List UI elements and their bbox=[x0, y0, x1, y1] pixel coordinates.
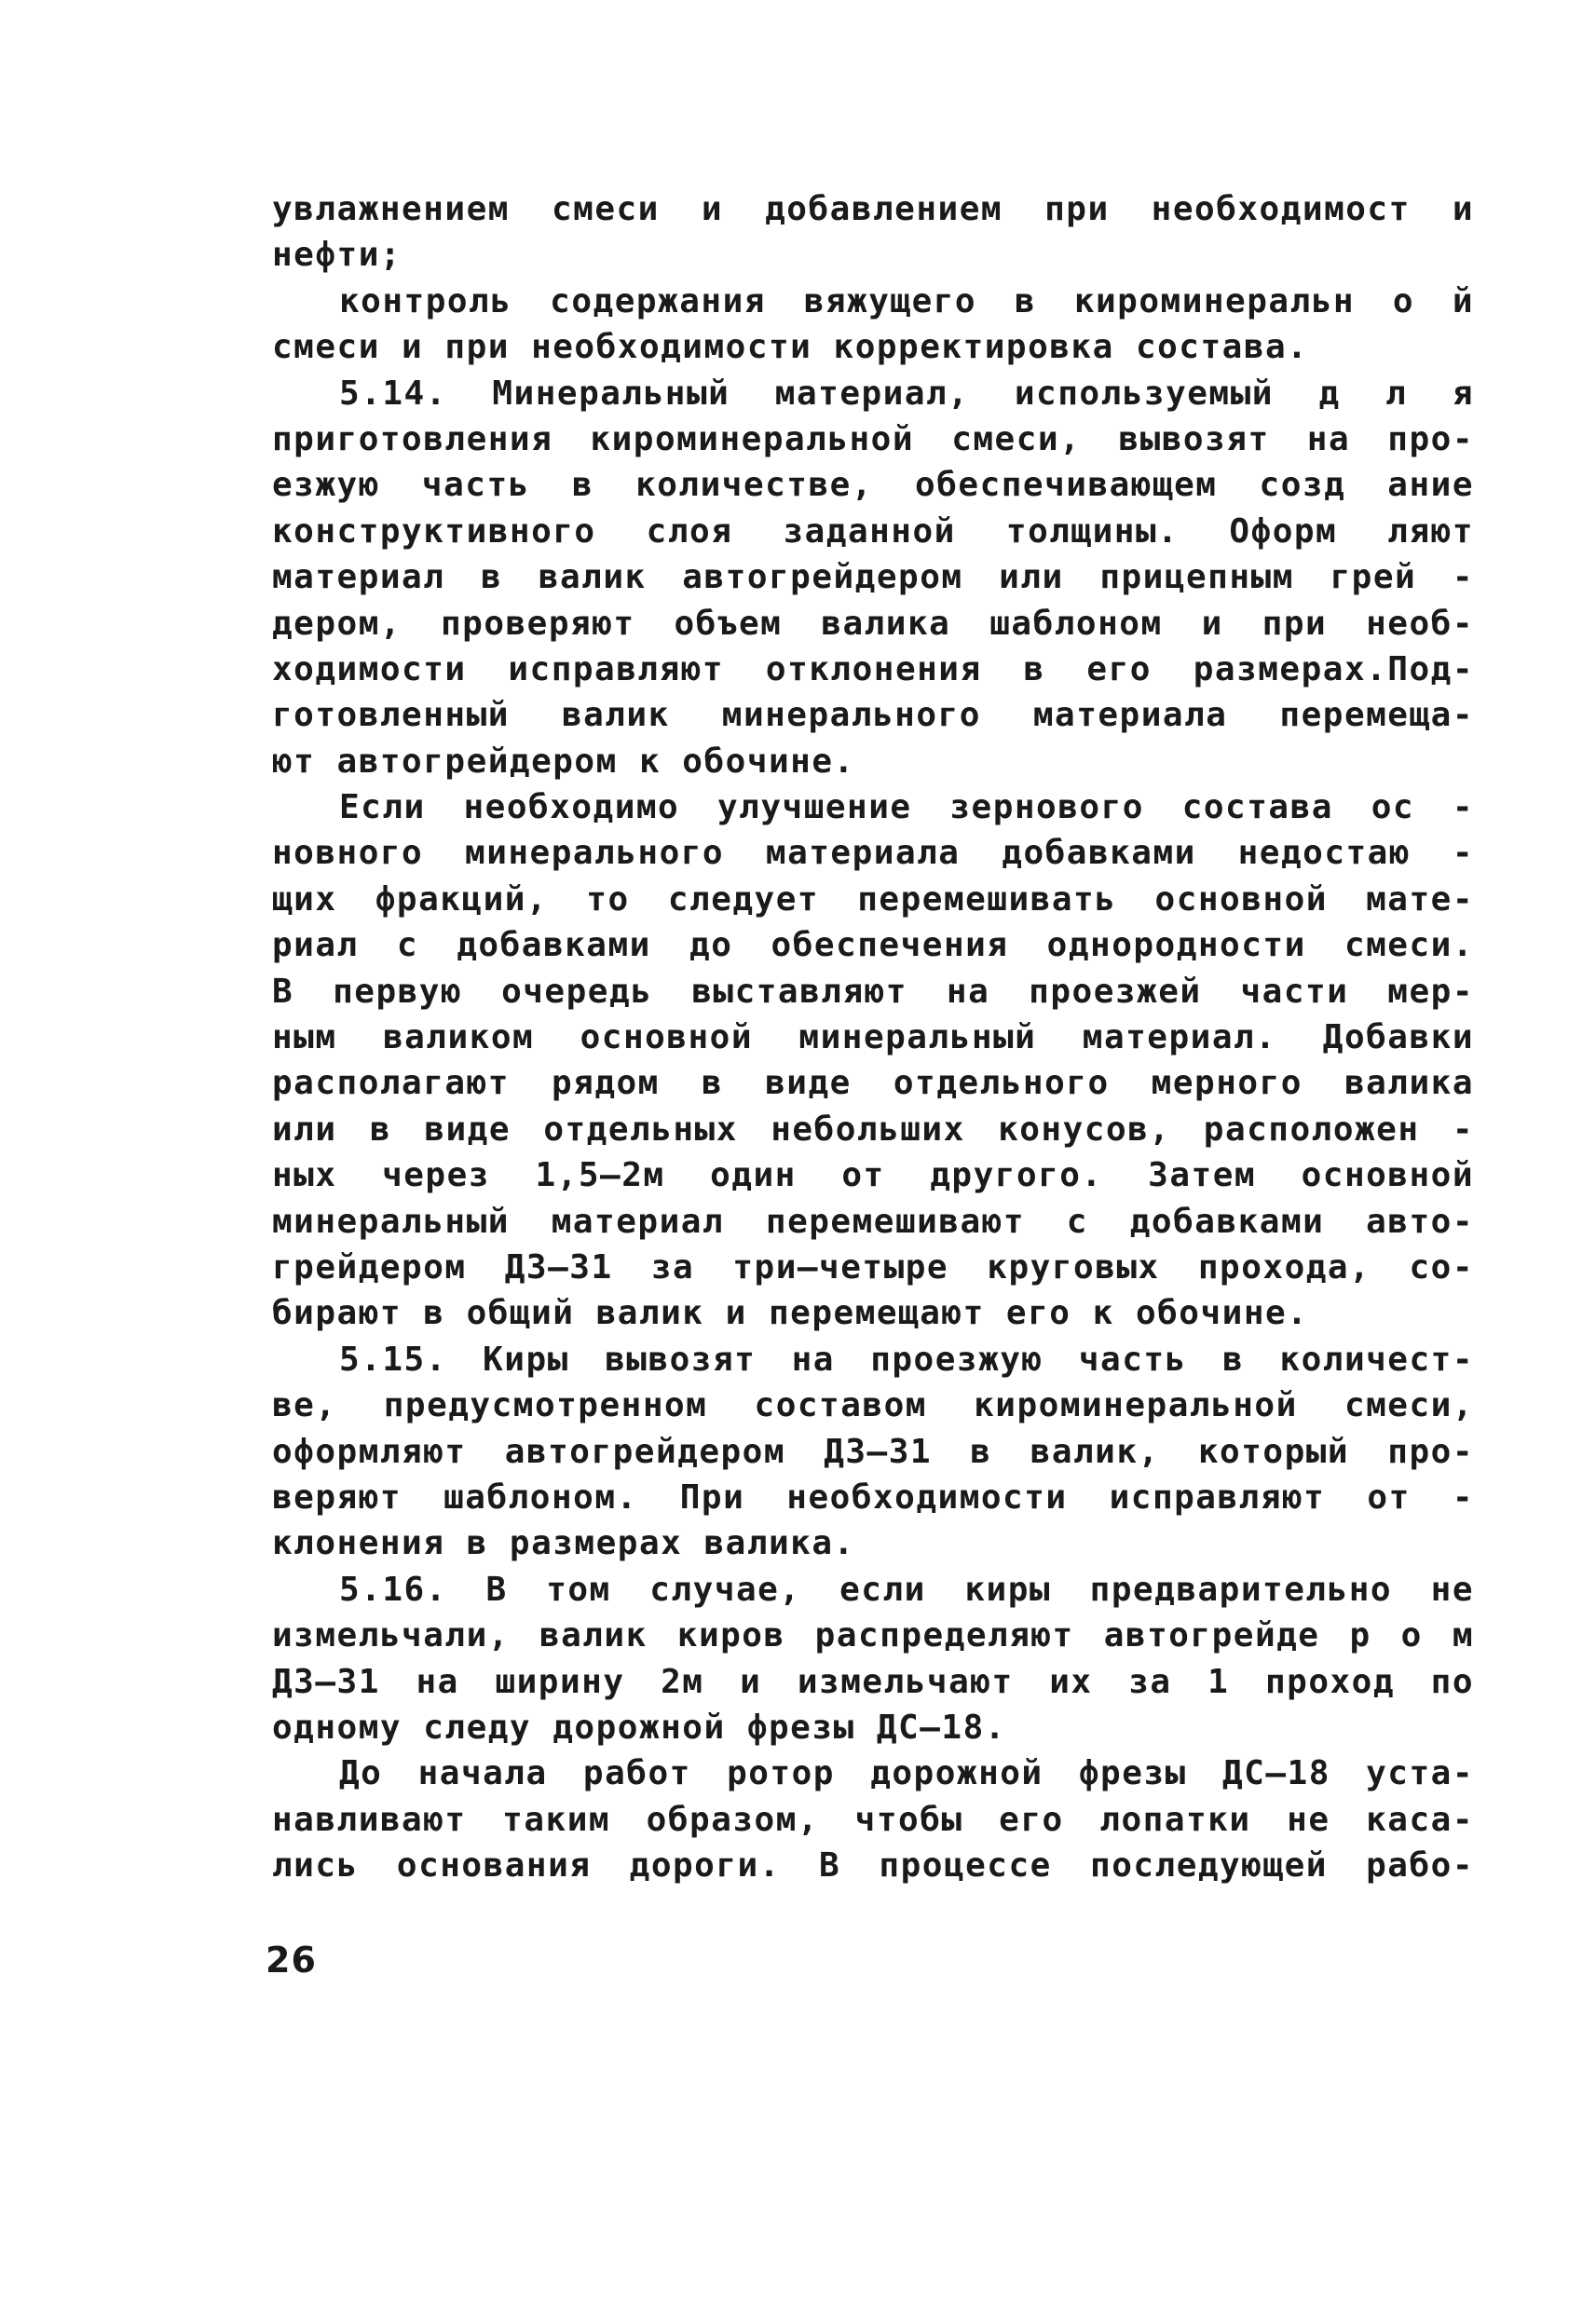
text-line: клонения в размерах валика. bbox=[272, 1524, 855, 1563]
text-line: приготовления кироминеральной смеси, вывозят на про- bbox=[272, 419, 1474, 458]
text-line: навливают таким образом, чтобы его лопатки не каса- bbox=[272, 1800, 1474, 1839]
text-line: ве, предусмотренном составом кироминеральной смеси, bbox=[272, 1386, 1474, 1425]
text-line: располагают рядом в виде отдельного мерного валика bbox=[272, 1064, 1474, 1103]
text-line: В первую очередь выставляют на проезжей части мер- bbox=[272, 972, 1474, 1011]
text-line: новного минерального материала добавками недостаю - bbox=[272, 834, 1474, 873]
text-line: нефти; bbox=[272, 236, 402, 275]
text-line: веряют шаблоном. При необходимости исправляют от - bbox=[272, 1478, 1474, 1517]
page-number: 26 bbox=[266, 1940, 317, 1981]
text-line: ДЗ–31 на ширину 2м и измельчают их за 1 проход по bbox=[272, 1662, 1474, 1701]
body-text bbox=[272, 186, 1474, 1888]
text-line: бирают в общий валик и перемещают его к обочине. bbox=[272, 1294, 1309, 1333]
text-line: риал с добавками до обеспечения однородности смеси. bbox=[272, 926, 1474, 965]
text-line: ным валиком основной минеральный материал. Добавки bbox=[272, 1018, 1474, 1057]
text-line: оформляют автогрейдером ДЗ–31 в валик, который про- bbox=[272, 1432, 1474, 1471]
text-line: одному следу дорожной фрезы ДС–18. bbox=[272, 1708, 1006, 1747]
text-line: или в виде отдельных небольших конусов, расположен - bbox=[272, 1110, 1474, 1149]
text-line: ют автогрейдером к обочине. bbox=[272, 742, 855, 781]
text-line: дером, проверяют объем валика шаблоном и при необ- bbox=[272, 604, 1474, 643]
text-line: 5.16. В том случае, если киры предварительно не bbox=[339, 1570, 1474, 1609]
text-line: материал в валик автогрейдером или прицепным грей - bbox=[272, 558, 1474, 597]
text-line: увлажнением смеси и добавлением при необходимост и bbox=[272, 190, 1474, 228]
text-line: измельчали, валик киров распределяют автогрейде р о м bbox=[272, 1616, 1474, 1655]
text-line: готовленный валик минерального материала перемеща- bbox=[272, 696, 1474, 735]
text-line: 5.14. Минеральный материал, используемый д л я bbox=[339, 374, 1474, 413]
text-line: щих фракций, то следует перемешивать основной мате- bbox=[272, 879, 1474, 919]
text-line: грейдером ДЗ–31 за три–четыре круговых прохода, со- bbox=[272, 1247, 1474, 1287]
text-line: До начала работ ротор дорожной фрезы ДС–18 уста- bbox=[339, 1754, 1474, 1793]
text-line: лись основания дороги. В процессе последующей рабо- bbox=[272, 1846, 1474, 1886]
text-line: конструктивного слоя заданной толщины. Оформ ляют bbox=[272, 511, 1474, 551]
text-line: контроль содержания вяжущего в кироминеральн о й bbox=[339, 281, 1474, 320]
text-line: езжую часть в количестве, обеспечивающем созд ание bbox=[272, 466, 1474, 505]
text-line: смеси и при необходимости корректировка состава. bbox=[272, 328, 1309, 367]
text-line: 5.15. Киры вывозят на проезжую часть в количест- bbox=[339, 1340, 1474, 1379]
text-line: ходимости исправляют отклонения в его размерах.Под- bbox=[272, 649, 1474, 688]
text-line: Если необходимо улучшение зернового состава ос - bbox=[339, 788, 1474, 827]
text-line: минеральный материал перемешивают с добавками авто- bbox=[272, 1202, 1474, 1241]
text-line: ных через 1,5–2м один от другого. Затем основной bbox=[272, 1156, 1474, 1195]
